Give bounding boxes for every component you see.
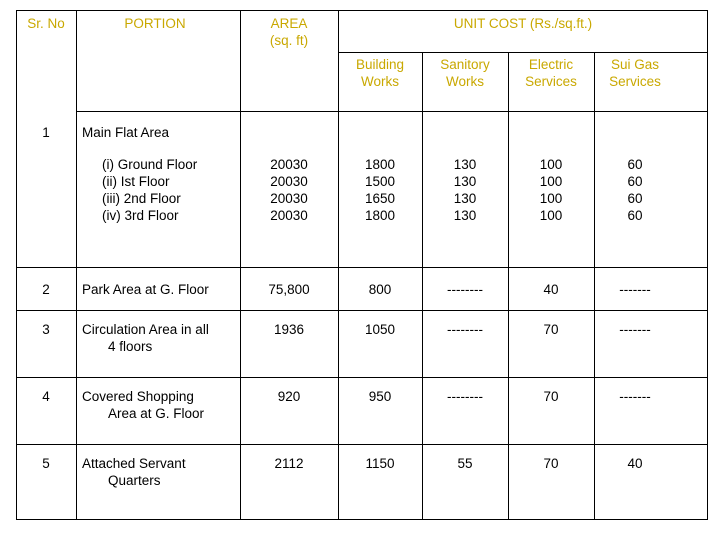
row2-electric: 40 [543,282,559,297]
header-area-line1: AREA [270,16,308,31]
electric-first: 100 [539,174,563,189]
row5-sr: 5 [42,456,50,471]
row5-sanitory: 55 [457,456,473,471]
suigas-third: 60 [627,208,643,223]
row1-floors [102,156,197,224]
row-divider-2 [16,310,708,311]
cost-table [16,10,708,520]
row4-area: 920 [277,389,301,404]
row4-sanitory: -------- [447,389,483,404]
row5-portion-l2: Quarters [108,473,161,488]
row3-area: 1936 [273,322,305,337]
sanitory-ground: 130 [453,157,477,172]
suigas-ground: 60 [627,157,643,172]
floor-first: (ii) Ist Floor [102,174,170,189]
header-unit-cost: UNIT COST (Rs./sq.ft.) [453,16,593,31]
sanitory-third: 130 [453,208,477,223]
header-building-l2: Works [360,74,399,89]
row4-portion-l1: Covered Shopping [82,389,194,404]
unit-cost-underline [338,52,708,53]
header-sanitory-l1: Sanitory [440,57,490,72]
row1-area [240,156,338,224]
table-border-top [16,10,708,11]
electric-second: 100 [539,191,563,206]
row2-sanitory: -------- [447,282,483,297]
building-first: 1500 [364,174,396,189]
header-sr-no: Sr. No [27,16,65,31]
header-suigas-l2: Services [609,74,661,89]
row5-suigas: 40 [627,456,643,471]
header-sanitory-l2: Works [445,74,484,89]
header-building-l1: Building [355,57,405,72]
row4-sr: 4 [42,389,50,404]
row5-electric: 70 [543,456,559,471]
row3-portion-l1: Circulation Area in all [82,322,209,337]
row3-sanitory: -------- [447,322,483,337]
suigas-first: 60 [627,174,643,189]
building-third: 1800 [364,208,396,223]
row3-sr: 3 [42,322,50,337]
header-bottom-line [76,111,708,112]
row4-electric: 70 [543,389,559,404]
area-ground: 20030 [270,157,308,172]
row3-suigas: ------- [619,322,651,337]
row-divider-1 [16,267,708,268]
sanitory-second: 130 [453,191,477,206]
table-border-bottom [16,519,708,520]
building-second: 1650 [364,191,396,206]
row4-portion-l2: Area at G. Floor [108,406,205,421]
header-electric-l2: Services [525,74,577,89]
floor-third: (iv) 3rd Floor [102,208,179,223]
row1-sanitory [422,156,508,224]
row5-portion-l1: Attached Servant [82,456,186,471]
header-electric-l1: Electric [528,57,574,72]
row4-suigas: ------- [619,389,651,404]
floor-second: (iii) 2nd Floor [102,191,181,206]
electric-ground: 100 [539,157,563,172]
header-suigas-l1: Sui Gas [610,57,660,72]
area-third: 20030 [270,208,308,223]
row2-area: 75,800 [268,282,310,297]
sanitory-first: 130 [453,174,477,189]
row5-building: 1150 [365,456,395,471]
row2-portion: Park Area at G. Floor [82,282,209,297]
row2-sr: 2 [42,282,50,297]
row2-building: 800 [368,282,392,297]
row2-suigas: ------- [619,282,651,297]
row3-portion-l2: 4 floors [108,339,153,354]
row4-building: 950 [368,389,392,404]
header-area-line2: (sq. ft) [269,33,309,48]
row1-building [338,156,422,224]
suigas-second: 60 [627,191,643,206]
row5-area: 2112 [274,456,304,471]
row-divider-4 [16,444,708,445]
header-portion: PORTION [124,16,186,31]
area-second: 20030 [270,191,308,206]
row3-building: 1050 [364,322,396,337]
electric-third: 100 [539,208,563,223]
area-first: 20030 [270,174,308,189]
row-divider-3 [16,377,708,378]
row1-suigas [594,156,676,224]
floor-ground: (i) Ground Floor [102,157,198,172]
row1-electric [508,156,594,224]
row3-electric: 70 [543,322,559,337]
building-ground: 1800 [364,157,396,172]
row1-portion: Main Flat Area [82,125,170,140]
row1-sr: 1 [42,125,50,140]
